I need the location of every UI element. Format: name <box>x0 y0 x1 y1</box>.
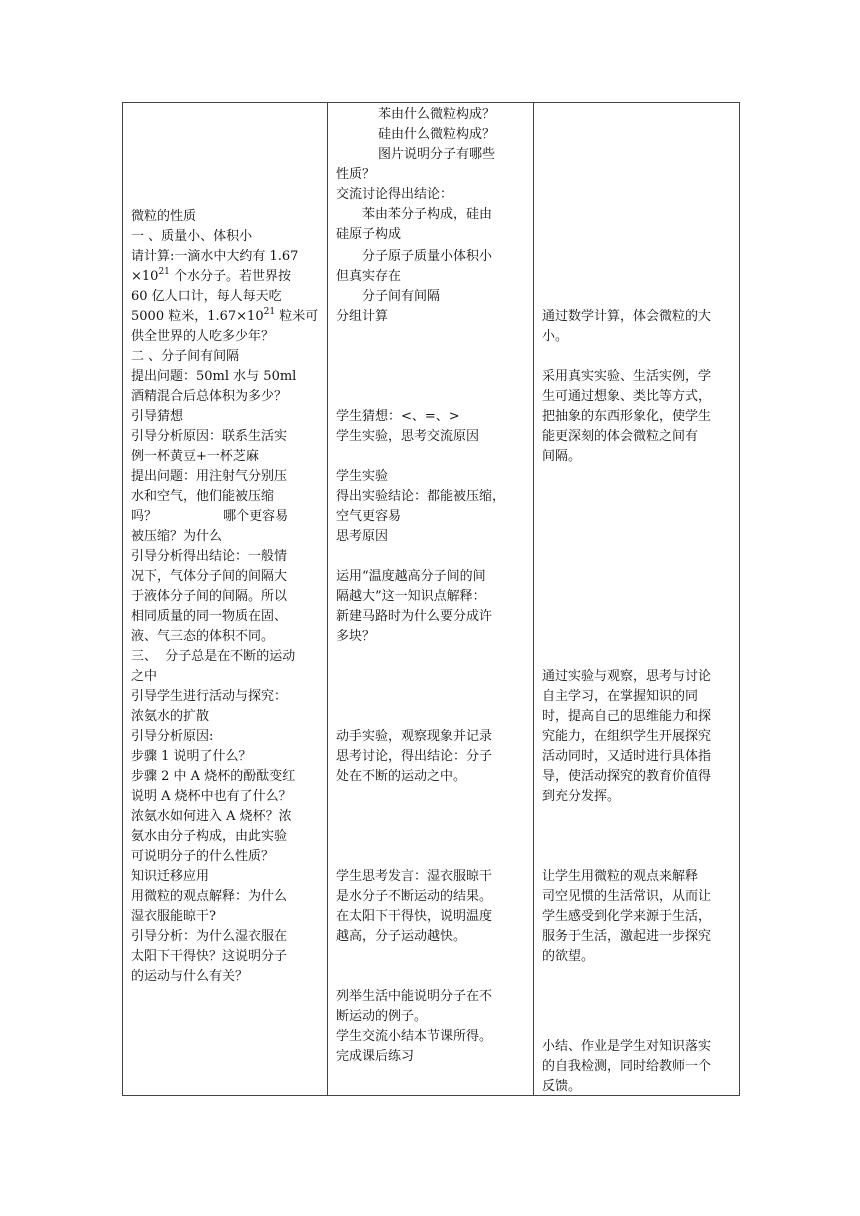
text-line: 于液体分子间的间隔。所以 <box>131 589 288 604</box>
text-line: 硅由什么微粒构成？ <box>378 127 496 142</box>
text-line: 断运动的例子。 <box>336 1009 428 1024</box>
text-line: 可说明分子的什么性质？ <box>131 849 275 864</box>
text-line: 小。 <box>542 329 569 344</box>
text-line: 到充分发挥。 <box>542 789 621 804</box>
text-line: 隔越大”这一知识点解释： <box>336 589 486 604</box>
text-line: 说明 A 烧杯中也有了什么？ <box>131 789 292 804</box>
text-line: 被压缩？为什么 <box>131 529 223 544</box>
text-line: 服务于生活，激起进一步探究 <box>542 929 712 944</box>
text-line: 太阳下干得快？这说明分子 <box>131 949 288 964</box>
text-line: 思考讨论，得出结论：分子 <box>336 749 493 764</box>
text-line: 分子间有间隔 <box>362 289 441 304</box>
text-line: 湿衣服能晾干? <box>131 909 216 924</box>
text-line: 通过数学计算，体会微粒的大 <box>542 309 712 324</box>
text-line: 导，使活动探究的教育价值得 <box>542 769 712 784</box>
text-line: 知识迁移应用 <box>131 869 210 884</box>
text-line: 图片说明分子有哪些 <box>378 147 496 162</box>
text-line: 水和空气，他们能被压缩 <box>131 489 275 504</box>
text-line: 小结、作业是学生对知识落实 <box>542 1039 712 1054</box>
text-line: 得出实验结论：都能被压缩， <box>336 489 506 504</box>
student-activity-column <box>328 103 534 1096</box>
lesson-plan-table <box>122 102 740 1096</box>
text-line: 多块？ <box>336 629 376 644</box>
text-line: 液、气三态的体积不同。 <box>131 629 275 644</box>
text-line: 让学生用微粒的观点来解释 <box>542 869 699 884</box>
text-line: 新建马路时为什么要分成许 <box>336 609 493 624</box>
text-line: 越高，分子运动越快。 <box>336 929 467 944</box>
text-line: 性质？ <box>336 167 376 182</box>
text-line: 引导分析：为什么湿衣服在 <box>131 929 288 944</box>
text-line: 学生实验，思考交流原因 <box>336 429 480 444</box>
text-line: 供全世界的人吃多少年？ <box>131 329 275 344</box>
text-line: 氨水由分子构成，由此实验 <box>131 829 288 844</box>
text-line: 活动同时，又适时进行具体指 <box>542 749 712 764</box>
text-line: 提出问题：50ml 水与 50ml <box>131 369 297 384</box>
text-line: 动手实验，观察现象并记录 <box>336 729 493 744</box>
text-line: 例一杯黄豆+一杯芝麻 <box>131 449 259 464</box>
teacher-activity-column <box>123 103 328 1096</box>
text-line: 浓氨水如何进入 A 烧杯？浓 <box>131 809 292 824</box>
text-line: 把抽象的东西形象化，使学生 <box>542 409 712 424</box>
text-line: 交流讨论得出结论： <box>336 187 454 202</box>
text-line: 反馈。 <box>542 1079 582 1094</box>
text-line: 时，提高自己的思维能力和探 <box>542 709 712 724</box>
text-line: 引导分析得出结论：一般情 <box>131 549 288 564</box>
text-line: 引导猜想 <box>131 409 184 424</box>
text-line: 处在不断的运动之中。 <box>336 769 467 784</box>
text-line: 苯由苯分子构成，硅由 <box>362 207 493 222</box>
text-line: 能更深刻的体会微粒之间有 <box>542 429 699 444</box>
text-line: 的运动与什么有关？ <box>131 969 249 984</box>
text-line: 吗？ 哪个更容易 <box>131 509 289 524</box>
text-line: 究能力，在组织学生开展探究 <box>542 729 712 744</box>
text-line: 列举生活中能说明分子在不 <box>336 989 493 1004</box>
text-line: 的自我检测，同时给教师一个 <box>542 1059 712 1074</box>
text-line: 是水分子不断运动的结果。 <box>336 889 493 904</box>
text-line: 用微粒的观点解释：为什么 <box>131 889 288 904</box>
text-line: 在太阳下干得快，说明温度 <box>336 909 493 924</box>
text-line: 提出问题：用注射气分别压 <box>131 469 288 484</box>
text-line: 学生猜想：<、=、> <box>336 409 460 424</box>
text-line: 但真实存在 <box>336 269 402 284</box>
text-line: 引导分析原因: <box>131 729 214 744</box>
text-line: 自主学习，在掌握知识的同 <box>542 689 699 704</box>
text-line: 浓氨水的扩散 <box>131 709 210 724</box>
text-line: 分子原子质量小体积小 <box>362 249 493 264</box>
text-line: 步骤 1 说明了什么？ <box>131 749 252 764</box>
text-line: 间隔。 <box>542 449 582 464</box>
text-line: 请计算:一滴水中大约有 1.67 <box>131 249 299 264</box>
text-line: 学生实验 <box>336 469 389 484</box>
text-line: 采用真实实验、生活实例，学 <box>542 369 712 384</box>
text-line: 思考原因 <box>336 529 389 544</box>
text-line: 况下，气体分子间的间隔大 <box>131 569 288 584</box>
text-line: 空气更容易 <box>336 509 402 524</box>
text-line: 运用“温度越高分子间的间 <box>336 569 486 584</box>
text-line: $\times 10^{21}$ 个水分子。若世界按 <box>131 267 292 284</box>
text-line: 学生思考发言：湿衣服晾干 <box>336 869 493 884</box>
text-line: 通过实验与观察，思考与讨论 <box>542 669 712 684</box>
text-line: 60 亿人口计，每人每天吃 <box>131 289 282 304</box>
text-line: 微粒的性质 <box>131 209 197 224</box>
text-line: 之中 <box>131 669 158 684</box>
text-line: 二 、分子间有间隔 <box>131 349 240 364</box>
text-line: 酒精混合后总体积为多少？ <box>131 389 288 404</box>
text-line: 生可通过想象、类比等方式， <box>542 389 712 404</box>
text-line: 一 、质量小、体积小 <box>131 229 253 244</box>
text-line: 完成课后练习 <box>336 1049 415 1064</box>
text-line: 司空见惯的生活常识，从而让 <box>542 889 712 904</box>
text-line: 步骤 2 中 A 烧杯的酚酞变红 <box>131 769 296 784</box>
text-line: 的欲望。 <box>542 949 595 964</box>
design-intent-column <box>534 103 740 1096</box>
text-line: 引导学生进行活动与探究： <box>131 689 288 704</box>
text-line: 苯由什么微粒构成？ <box>378 107 496 122</box>
text-line: 学生交流小结本节课所得。 <box>336 1029 493 1044</box>
text-line: 分组计算 <box>336 309 389 324</box>
text-line: 学生感受到化学来源于生活， <box>542 909 712 924</box>
text-line: 相同质量的同一物质在固、 <box>131 609 288 624</box>
text-line: 硅原子构成 <box>336 227 402 242</box>
table-row <box>123 103 740 1096</box>
text-line: 三、 分子总是在不断的运动 <box>131 649 296 664</box>
text-line: 引导分析原因：联系生活实 <box>131 429 288 444</box>
text-line: 5000 粒米，$1.67\times 10^{21}$ 粒米可 <box>131 307 319 324</box>
